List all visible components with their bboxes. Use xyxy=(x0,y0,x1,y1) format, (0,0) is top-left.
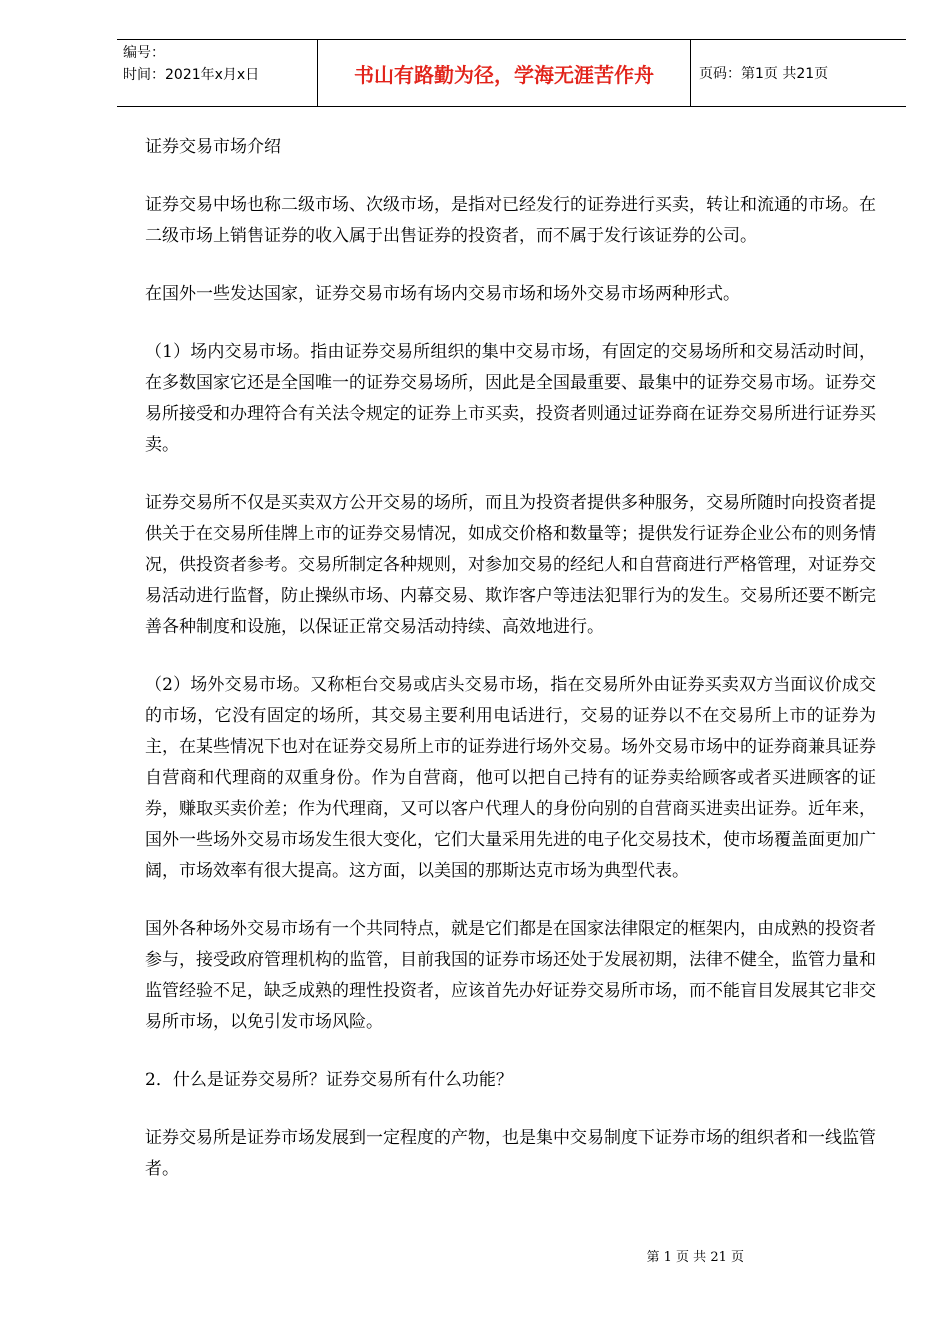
paragraph: 国外各种场外交易市场有一个共同特点，就是它们都是在国家法律限定的框架内，由成熟的投资者参与，接受政府管理机构的监管，目前我国的证券市场还处于发展初期，法律不健全，监管力量和监管经验不足，缺乏成熟的理性投资者，应该首先办好证券交易所市场，而不能盲目发展其它非交易所市场，以免引发市场风险。 xyxy=(145,919,876,1032)
paragraph: 在国外一些发达国家，证券交易市场有场内交易市场和场外交易市场两种形式。 xyxy=(145,284,740,304)
page-header xyxy=(117,39,906,107)
header-page-info: 页码：第1页 共21页 xyxy=(699,66,829,82)
paragraph: 证券交易所是证券市场发展到一定程度的产物，也是集中交易制度下证券市场的组织者和一线监管者。 xyxy=(145,1128,876,1179)
header-motto: 书山有路勤为径，学海无涯苦作舟 xyxy=(317,40,691,106)
section-heading: 2．什么是证券交易所？证券交易所有什么功能？ xyxy=(145,1070,513,1090)
document-title: 证券交易市场介绍 xyxy=(145,137,281,157)
paragraph: 证券交易中场也称二级市场、次级市场，是指对已经发行的证券进行买卖，转让和流通的市场。在二级市场上销售证券的收入属于出售证券的投资者，而不属于发行该证券的公司。 xyxy=(145,195,876,246)
document-body xyxy=(145,132,876,1212)
page-footer: 第 1 页 共 21 页 xyxy=(646,1250,744,1265)
paragraph: 证券交易所不仅是买卖双方公开交易的场所，而且为投资者提供多种服务，交易所随时向投资者提供关于在交易所佳牌上市的证券交易情况，如成交价格和数量等；提供发行证券企业公布的则务情况，供投资者参考。交易所制定各种规则，对参加交易的经纪人和自营商进行严格管理，对证券交易活动进行监督，防止操纵市场、内幕交易、欺诈客户等违法犯罪行为的发生。交易所还要不断完善各种制度和设施，以保证正常交易活动持续、高效地进行。 xyxy=(145,493,876,637)
paragraph: （2）场外交易市场。又称柜台交易或店头交易市场，指在交易所外由证券买卖双方当面议价成交的市场，它没有固定的场所，其交易主要利用电话进行，交易的证券以不在交易所上市的证券为主，在某些情况下也对在证券交易所上市的证券进行场外交易。场外交易市场中的证券商兼具证券自营商和代理商的双重身份。作为自营商，他可以把自己持有的证券卖给顾客或者买进顾客的证券，赚取买卖价差；作为代理商，又可以客户代理人的身份向别的自营商买进卖出证券。近年来，国外一些场外交易市场发生很大变化，它们大量采用先进的电子化交易技术，使市场覆盖面更加广阔，市场效率有很大提高。这方面，以美国的那斯达克市场为典型代表。 xyxy=(145,675,876,881)
paragraph: （1）场内交易市场。指由证券交易所组织的集中交易市场，有固定的交易场所和交易活动时间，在多数国家它还是全国唯一的证券交易场所，因此是全国最重要、最集中的证券交易市场。证券交易所接受和办理符合有关法令规定的证券上市买卖，投资者则通过证券商在证券交易所进行证券买卖。 xyxy=(145,342,876,455)
header-meta xyxy=(117,40,317,106)
document-time-label: 时间：2021年x月x日 xyxy=(123,67,260,83)
document-number-label: 编号： xyxy=(123,45,165,61)
